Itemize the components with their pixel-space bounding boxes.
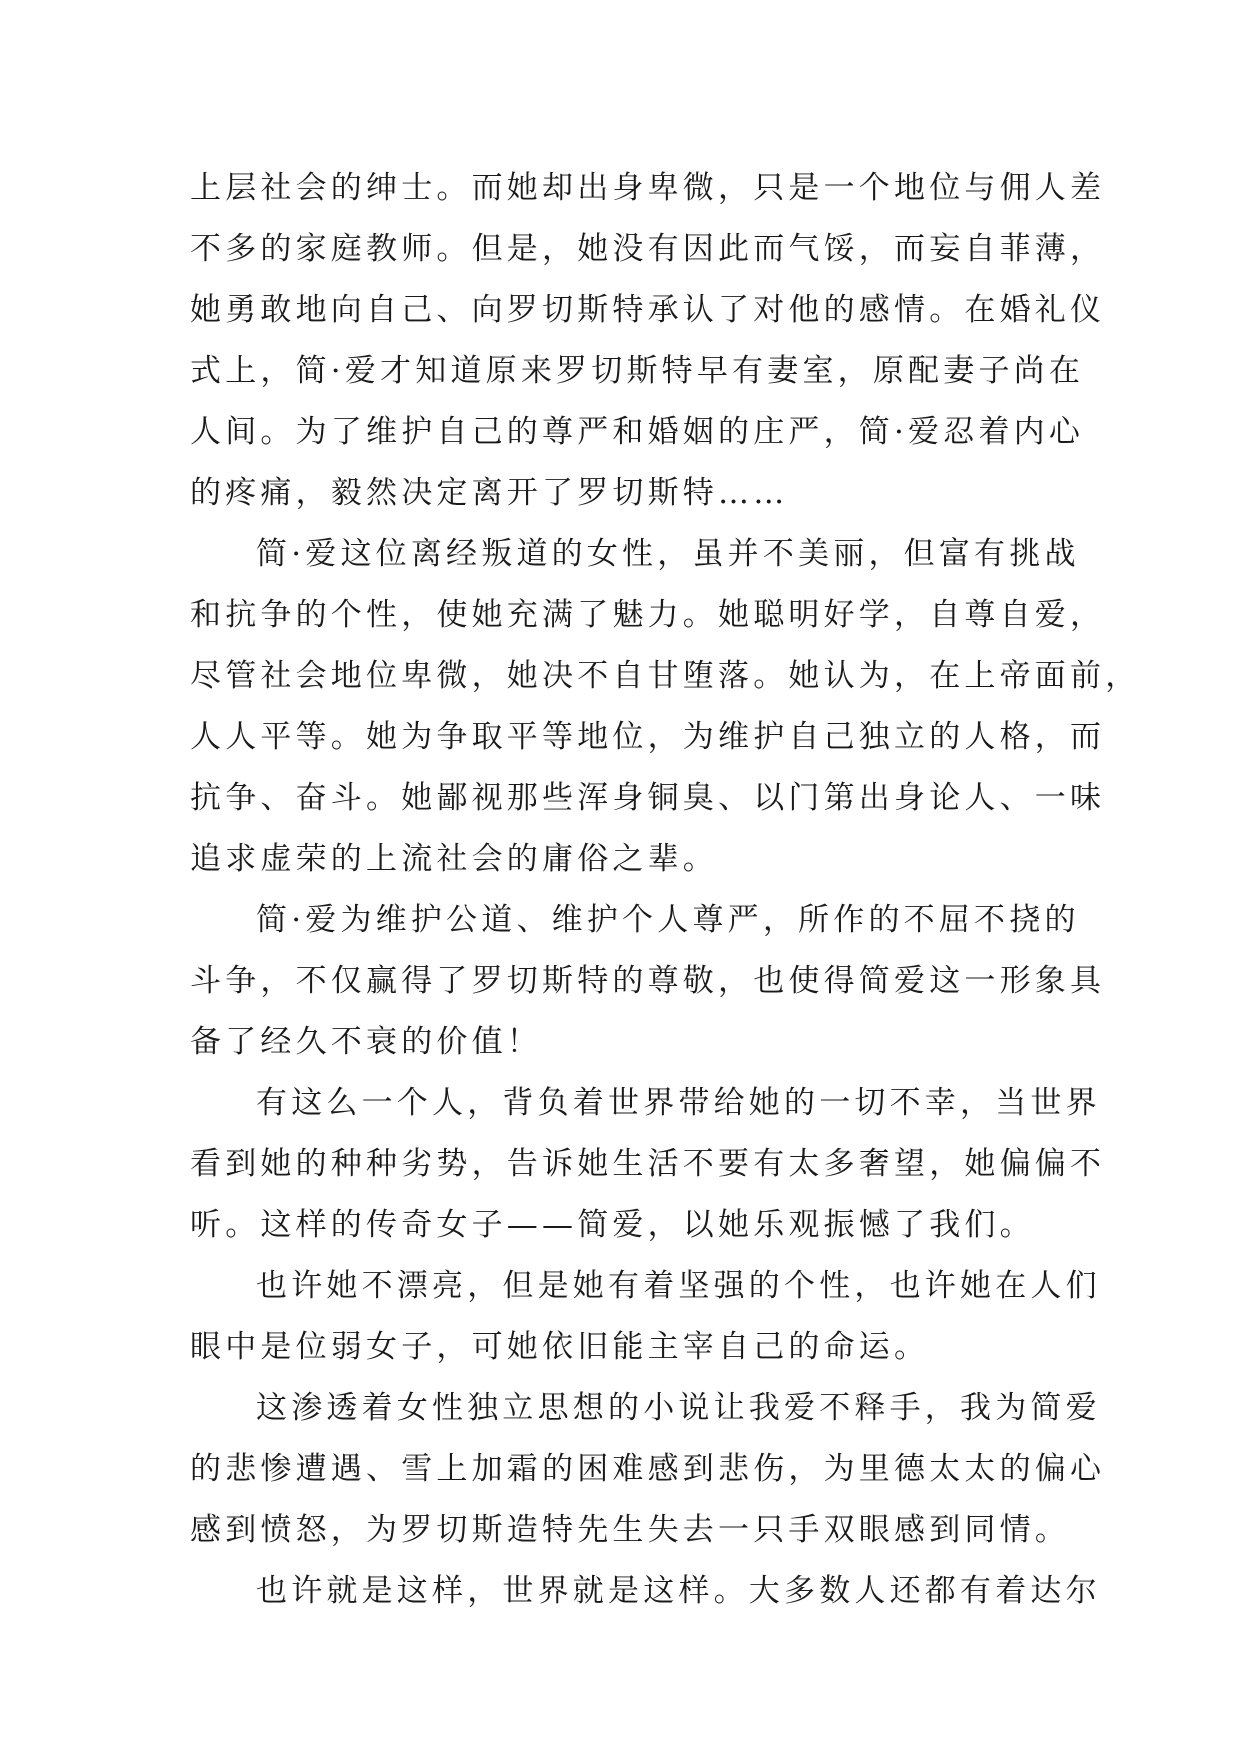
paragraph-2 [190,524,1141,890]
text-line: 也许就是这样，世界就是这样。大多数人还都有着达尔 [256,1573,1101,1609]
text-line: 她勇敢地向自己、向罗切斯特承认了对他的感情。在婚礼仪 [190,292,1106,328]
text-line: 感到愤怒，为罗切斯造特先生失去一只手双眼感到同情。 [190,1512,1070,1548]
text-line: 追求虚荣的上流社会的庸俗之辈。 [190,841,718,877]
text-line: 和抗争的个性，使她充满了魅力。她聪明好学，自尊自爱， [190,597,1106,633]
text-line: 式上，简·爱才知道原来罗切斯特早有妻室，原配妻子尚在 [190,353,1085,389]
text-line: 简·爱这位离经叛道的女性，虽并不美丽，但富有挑战 [256,536,1080,572]
text-line: 人间。为了维护自己的尊严和婚姻的庄严，简·爱忍着内心 [190,414,1085,450]
text-line: 有这么一个人，背负着世界带给她的一切不幸，当世界 [256,1085,1101,1121]
text-line: 上层社会的绅士。而她却出身卑微，只是一个地位与佣人差 [190,170,1106,206]
body-text [190,158,1141,1622]
text-line: 眼中是位弱女子，可她依旧能主宰自己的命运。 [190,1329,930,1365]
paragraph-6 [190,1378,1106,1561]
text-line: 听。这样的传奇女子——简爱，以她乐观振憾了我们。 [190,1207,1035,1243]
text-line: 不多的家庭教师。但是，她没有因此而气馁，而妄自菲薄， [190,231,1106,267]
text-line: 看到她的种种劣势，告诉她生活不要有太多奢望，她偏偏不 [190,1146,1106,1182]
paragraph-4 [190,1073,1106,1256]
text-line: 备了经久不衰的价值！ [190,1024,542,1060]
text-line: 人人平等。她为争取平等地位，为维护自己独立的人格，而 [190,719,1106,755]
text-line: 这渗透着女性独立思想的小说让我爱不释手，我为简爱 [256,1390,1101,1426]
text-line: 也许她不漂亮，但是她有着坚强的个性，也许她在人们 [256,1268,1101,1304]
text-line: 简·爱为维护公道、维护个人尊严，所作的不屈不挠的 [256,902,1080,938]
text-line: 尽管社会地位卑微，她决不自甘堕落。她认为，在上帝面前， [190,658,1141,694]
paragraph-3 [190,890,1106,1073]
text-line: 的悲惨遭遇、雪上加霜的困难感到悲伤，为里德太太的偏心 [190,1451,1106,1487]
text-line: 抗争、奋斗。她鄙视那些浑身铜臭、以门第出身论人、一味 [190,780,1106,816]
text-line: 斗争，不仅赢得了罗切斯特的尊敬，也使得简爱这一形象具 [190,963,1106,999]
paragraph-5 [190,1256,1101,1378]
text-line: 的疼痛，毅然决定离开了罗切斯特…… [190,475,789,511]
paragraph-1 [190,158,1106,524]
paragraph-7 [190,1561,1101,1622]
